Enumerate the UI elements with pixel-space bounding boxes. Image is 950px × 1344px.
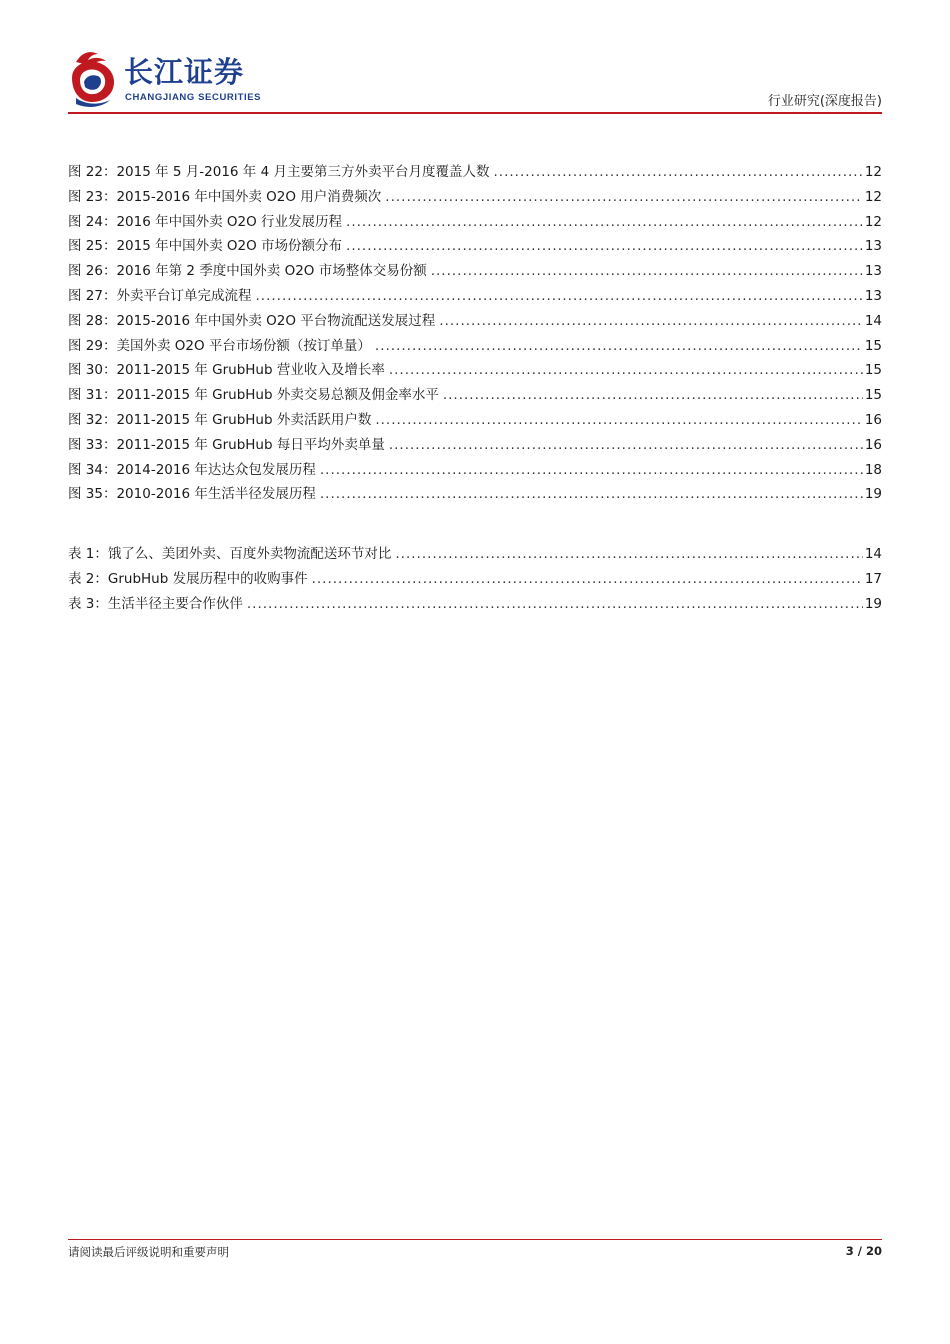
entry-page-number: 12 [864, 188, 882, 205]
dot-leader [255, 284, 862, 309]
entry-page-number: 19 [864, 486, 882, 503]
header-divider [68, 112, 882, 114]
figure-index-entry[interactable] [68, 259, 882, 284]
entry-page-number: 12 [864, 164, 882, 180]
dot-leader [247, 592, 863, 617]
entry-title: 图 30：2011-2015 年 GrubHub 营业收入及增长率 [68, 362, 385, 379]
dot-leader [385, 185, 863, 210]
entry-page-number: 13 [864, 287, 882, 304]
entry-page-number: 18 [864, 461, 882, 478]
entry-page-number: 17 [864, 570, 882, 587]
entry-page-number: 14 [864, 546, 882, 562]
dot-leader [346, 210, 863, 235]
figure-index-entry[interactable] [68, 458, 882, 483]
table-index-entry[interactable] [68, 567, 882, 592]
footer-disclaimer: 请阅读最后评级说明和重要声明 [68, 1245, 229, 1259]
entry-title: 表 1：饿了么、美团外卖、百度外卖物流配送环节对比 [68, 546, 392, 562]
dot-leader [389, 433, 863, 458]
figure-index-entry[interactable] [68, 185, 882, 210]
entry-page-number: 13 [864, 263, 882, 280]
table-index-entry[interactable] [68, 592, 882, 617]
dot-leader [439, 309, 863, 334]
logo-chinese-name: 长江证券 [124, 55, 245, 89]
entry-title: 图 33：2011-2015 年 GrubHub 每日平均外卖单量 [68, 436, 385, 453]
company-logo [68, 48, 298, 112]
entry-title: 图 29：美国外卖 O2O 平台市场份额（按订单量） [68, 337, 371, 354]
report-type-label: 行业研究(深度报告) [767, 94, 882, 109]
dot-leader [375, 334, 863, 359]
dot-leader [431, 259, 863, 284]
figure-index-entry[interactable] [68, 408, 882, 433]
entry-title: 图 35：2010-2016 年生活半径发展历程 [68, 486, 316, 503]
dot-leader [375, 408, 862, 433]
logo-emblem-icon [68, 48, 122, 110]
entry-page-number: 14 [864, 312, 882, 329]
entry-title: 图 27：外卖平台订单完成流程 [68, 287, 252, 304]
logo-english-name: CHANGJIANG SECURITIES [125, 92, 262, 103]
entry-page-number: 19 [864, 595, 882, 612]
entry-page-number: 15 [864, 337, 882, 354]
figure-index-list [68, 160, 882, 507]
table-index-entry[interactable] [68, 542, 882, 567]
entry-page-number: 15 [864, 362, 882, 379]
figure-index-entry[interactable] [68, 334, 882, 359]
entry-title: 表 2：GrubHub 发展历程中的收购事件 [68, 570, 308, 587]
dot-leader [312, 567, 863, 592]
entry-title: 图 23：2015-2016 年中国外卖 O2O 用户消费频次 [68, 188, 382, 205]
dot-leader [443, 383, 863, 408]
dot-leader [320, 482, 863, 507]
figure-index-entry[interactable] [68, 309, 882, 334]
table-index-list [68, 542, 882, 616]
dot-leader [395, 542, 862, 567]
entry-page-number: 16 [864, 436, 882, 453]
entry-title: 图 25：2015 年中国外卖 O2O 市场份额分布 [68, 238, 343, 255]
figure-index-entry[interactable] [68, 358, 882, 383]
figure-index-entry[interactable] [68, 284, 882, 309]
figure-index-entry[interactable] [68, 383, 882, 408]
footer-divider [68, 1239, 882, 1240]
entry-page-number: 12 [864, 213, 882, 230]
entry-title: 图 26：2016 年第 2 季度中国外卖 O2O 市场整体交易份额 [68, 263, 427, 280]
entry-page-number: 15 [864, 387, 882, 404]
figure-index-entry[interactable] [68, 160, 882, 185]
footer-page-number: 3 / 20 [845, 1244, 882, 1258]
dot-leader [320, 458, 863, 483]
entry-title: 图 32：2011-2015 年 GrubHub 外卖活跃用户数 [68, 411, 372, 428]
entry-title: 图 28：2015-2016 年中国外卖 O2O 平台物流配送发展过程 [68, 312, 436, 329]
dot-leader [493, 160, 862, 185]
figure-index-entry[interactable] [68, 433, 882, 458]
entry-title: 图 34：2014-2016 年达达众包发展历程 [68, 461, 316, 478]
entry-title: 图 22：2015 年 5 月-2016 年 4 月主要第三方外卖平台月度覆盖人数 [68, 164, 490, 180]
entry-page-number: 16 [864, 411, 882, 428]
entry-title: 表 3：生活半径主要合作伙伴 [68, 595, 243, 612]
dot-leader [346, 234, 863, 259]
dot-leader [389, 358, 863, 383]
entry-page-number: 13 [864, 238, 882, 255]
figure-index-entry[interactable] [68, 482, 882, 507]
page-header [68, 44, 882, 114]
entry-title: 图 24：2016 年中国外卖 O2O 行业发展历程 [68, 213, 343, 230]
figure-index-entry[interactable] [68, 234, 882, 259]
entry-title: 图 31：2011-2015 年 GrubHub 外卖交易总额及佣金率水平 [68, 387, 439, 404]
figure-index-entry[interactable] [68, 210, 882, 235]
